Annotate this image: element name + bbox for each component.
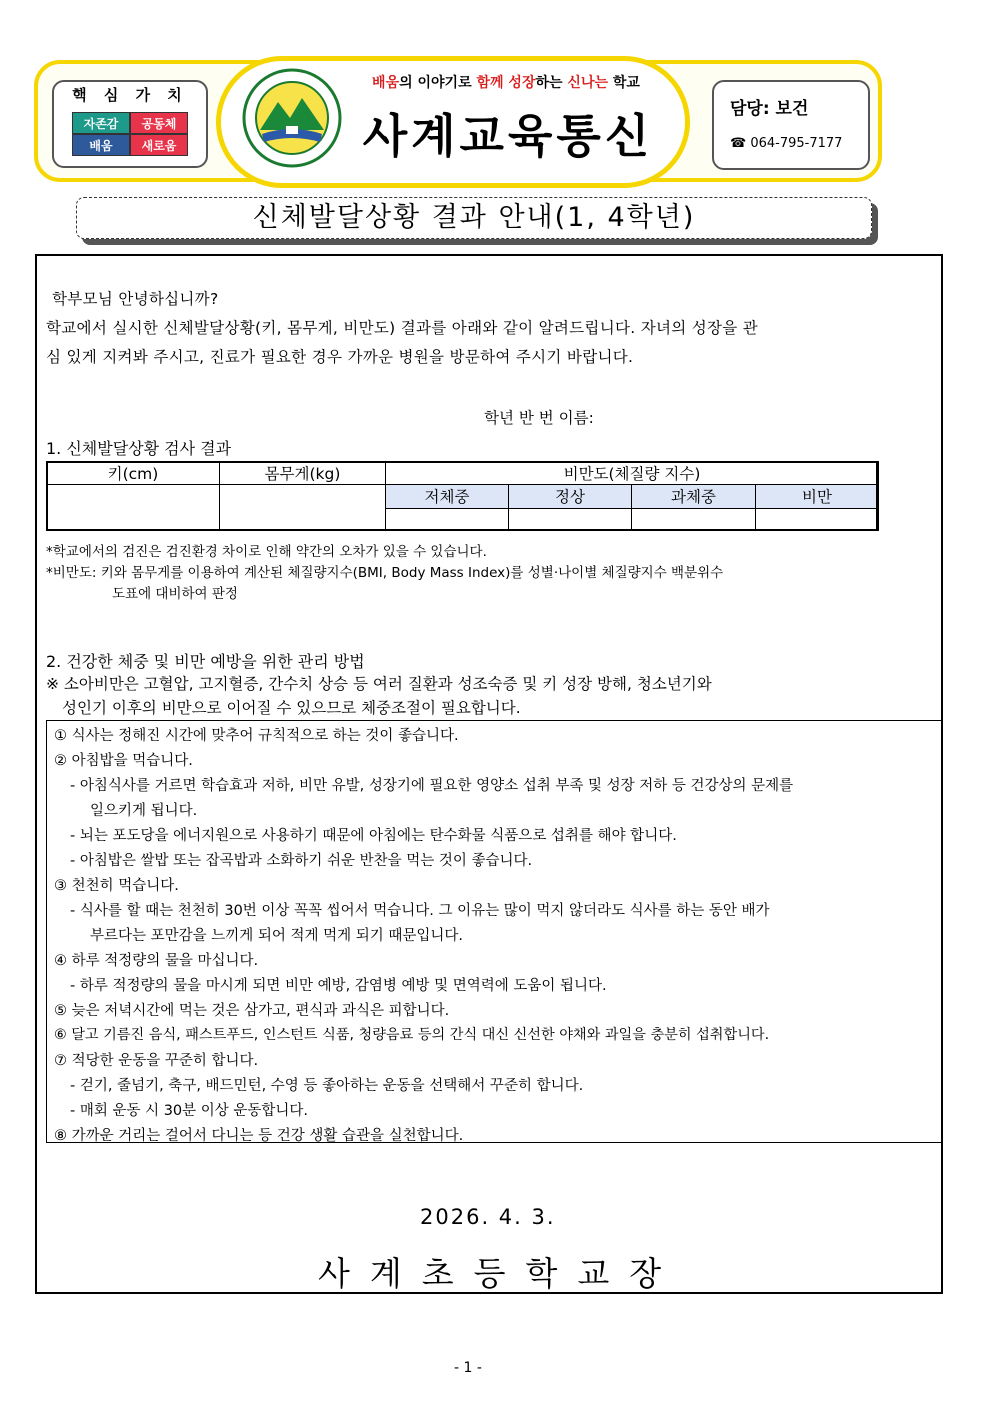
contact-phone: ☎ 064-795-7177 [730,136,843,151]
tip-3: ③ 천천히 먹습니다. [54,878,179,894]
bmi-normal-cell [509,508,632,530]
bmi-normal-header: 정상 [509,485,632,508]
core-value-self-esteem: 자존감 [72,112,130,134]
height-header: 키(cm) [47,462,220,485]
tip-2-sub-1: - 아침식사를 거르면 학습효과 저하, 비만 유발, 성장기에 필요한 영양소 섭취 부족 및 성장 저하 등 건강상의 문제를 [70,778,794,794]
tip-7: ⑦ 적당한 운동을 꾸준히 합니다. [54,1053,259,1069]
slogan-part-6: 하는 [535,75,568,91]
warning-line-2: 성인기 이후의 비만으로 이어질 수 있으므로 체중조절이 필요합니다. [62,699,521,717]
weight-value-cell [220,485,386,531]
bmi-header: 비만도(체질량 지수) [386,462,879,485]
tip-2: ② 아침밥을 먹습니다. [54,753,193,769]
slogan-part-1: 배움 [372,75,400,91]
note-1: *학교에서의 검진은 검진환경 차이로 인해 약간의 오차가 있을 수 있습니다. [46,544,487,560]
slogan-part-3: 함께 [476,75,504,91]
school-slogan [356,72,656,92]
bmi-obese-header: 비만 [756,485,879,508]
tip-3-sub-1-cont: 부르다는 포만감을 느끼게 되어 적게 먹게 되기 때문입니다. [90,928,464,944]
tip-1: ① 식사는 정해진 시간에 맞추어 규칙적으로 하는 것이 좋습니다. [54,728,459,744]
principal-signature: 사계초등학교장 [318,1254,682,1293]
tip-3-sub-1: - 식사를 할 때는 천천히 30번 이상 꼭꼭 씹어서 먹습니다. 그 이유는 많이 먹지 않더라도 식사를 하는 동안 배가 [70,903,770,919]
newsletter-title: 사계교육통신 [362,109,654,163]
tip-2-sub-1-cont: 일으키게 됩니다. [90,803,198,819]
tip-4-sub-1: - 하루 적정량의 물을 마시게 되면 비만 예방, 감염병 예방 및 면역력에 도움이 됩니다. [70,978,607,994]
weight-header: 몸무게(kg) [220,462,386,485]
contact-person: 담당: 보건 [730,99,809,119]
school-emblem-icon [242,68,342,168]
tip-6: ⑥ 달고 기름진 음식, 패스트푸드, 인스턴트 식품, 청량음료 등의 간식 대신 신선한 야채와 과일을 충분히 섭취합니다. [54,1027,770,1043]
slogan-part-7: 신나는 [567,75,608,91]
result-table [46,461,879,531]
intro-line-1: 학교에서 실시한 신체발달상황(키, 몸무게, 비만도) 결과를 아래와 같이 알려드립니다. 자녀의 성장을 관 [46,319,759,337]
tip-4: ④ 하루 적정량의 물을 마십니다. [54,953,259,969]
section-1-title: 1. 신체발달상황 검사 결과 [46,439,232,458]
section-2-title: 2. 건강한 체중 및 비만 예방을 위한 관리 방법 [46,652,365,671]
slogan-part-5: 성장 [508,75,536,91]
tip-2-sub-3: - 아침밥은 쌀밥 또는 잡곡밥과 소화하기 쉬운 반찬을 먹는 것이 좋습니다. [70,853,533,869]
core-value-community: 공동체 [130,112,188,134]
contact-box [712,80,870,170]
page-title: 신체발달상황 결과 안내(1, 4학년) [76,197,872,239]
slogan-part-2: 의 이야기로 [399,75,477,91]
height-value-cell [47,485,220,531]
tip-5: ⑤ 늦은 저녁시간에 먹는 것은 삼가고, 편식과 과식은 피합니다. [54,1003,450,1019]
bmi-underweight-cell [386,508,509,530]
slogan-part-8: 학교 [608,75,640,91]
core-values-box [52,80,208,168]
bmi-overweight-cell [632,508,756,530]
bmi-obese-cell [756,508,879,530]
note-2-cont: 도표에 대비하여 판정 [112,586,238,602]
issue-date: 2026. 4. 3. [420,1205,556,1229]
page-number: - 1 - [454,1360,482,1376]
tip-8: ⑧ 가까운 거리는 걸어서 다니는 등 건강 생활 습관을 실천합니다. [54,1128,464,1144]
intro-line-2: 심 있게 지켜봐 주시고, 진료가 필요한 경우 가까운 병원을 방문하여 주시기 바랍니다. [46,348,634,366]
warning-line-1: ※ 소아비만은 고혈압, 고지혈증, 간수치 상승 등 여러 질환과 성조숙증 및 키 성장 방해, 청소년기와 [46,675,712,693]
note-2: *비만도: 키와 몸무게를 이용하여 계산된 체질량지수(BMI, Body Mass Index)를 성별·나이별 체질량지수 백분위수 [46,565,724,581]
tip-2-sub-2: - 뇌는 포도당을 에너지원으로 사용하기 때문에 아침에는 탄수화물 식품으로 섭취를 해야 합니다. [70,828,677,844]
student-info-line: 학년 반 번 이름: [484,409,594,427]
core-values-title: 핵 심 가 치 [72,86,188,104]
tip-7-sub-2: - 매회 운동 시 30분 이상 운동합니다. [70,1103,309,1119]
core-value-learning: 배움 [72,134,130,156]
bmi-underweight-header: 저체중 [386,485,509,508]
bmi-overweight-header: 과체중 [632,485,756,508]
greeting: 학부모님 안녕하십니까? [52,290,219,308]
tip-7-sub-1: - 걷기, 줄넘기, 축구, 배드민턴, 수영 등 좋아하는 운동을 선택해서 꾸준히 합니다. [70,1078,584,1094]
core-value-novelty: 새로움 [130,134,188,156]
